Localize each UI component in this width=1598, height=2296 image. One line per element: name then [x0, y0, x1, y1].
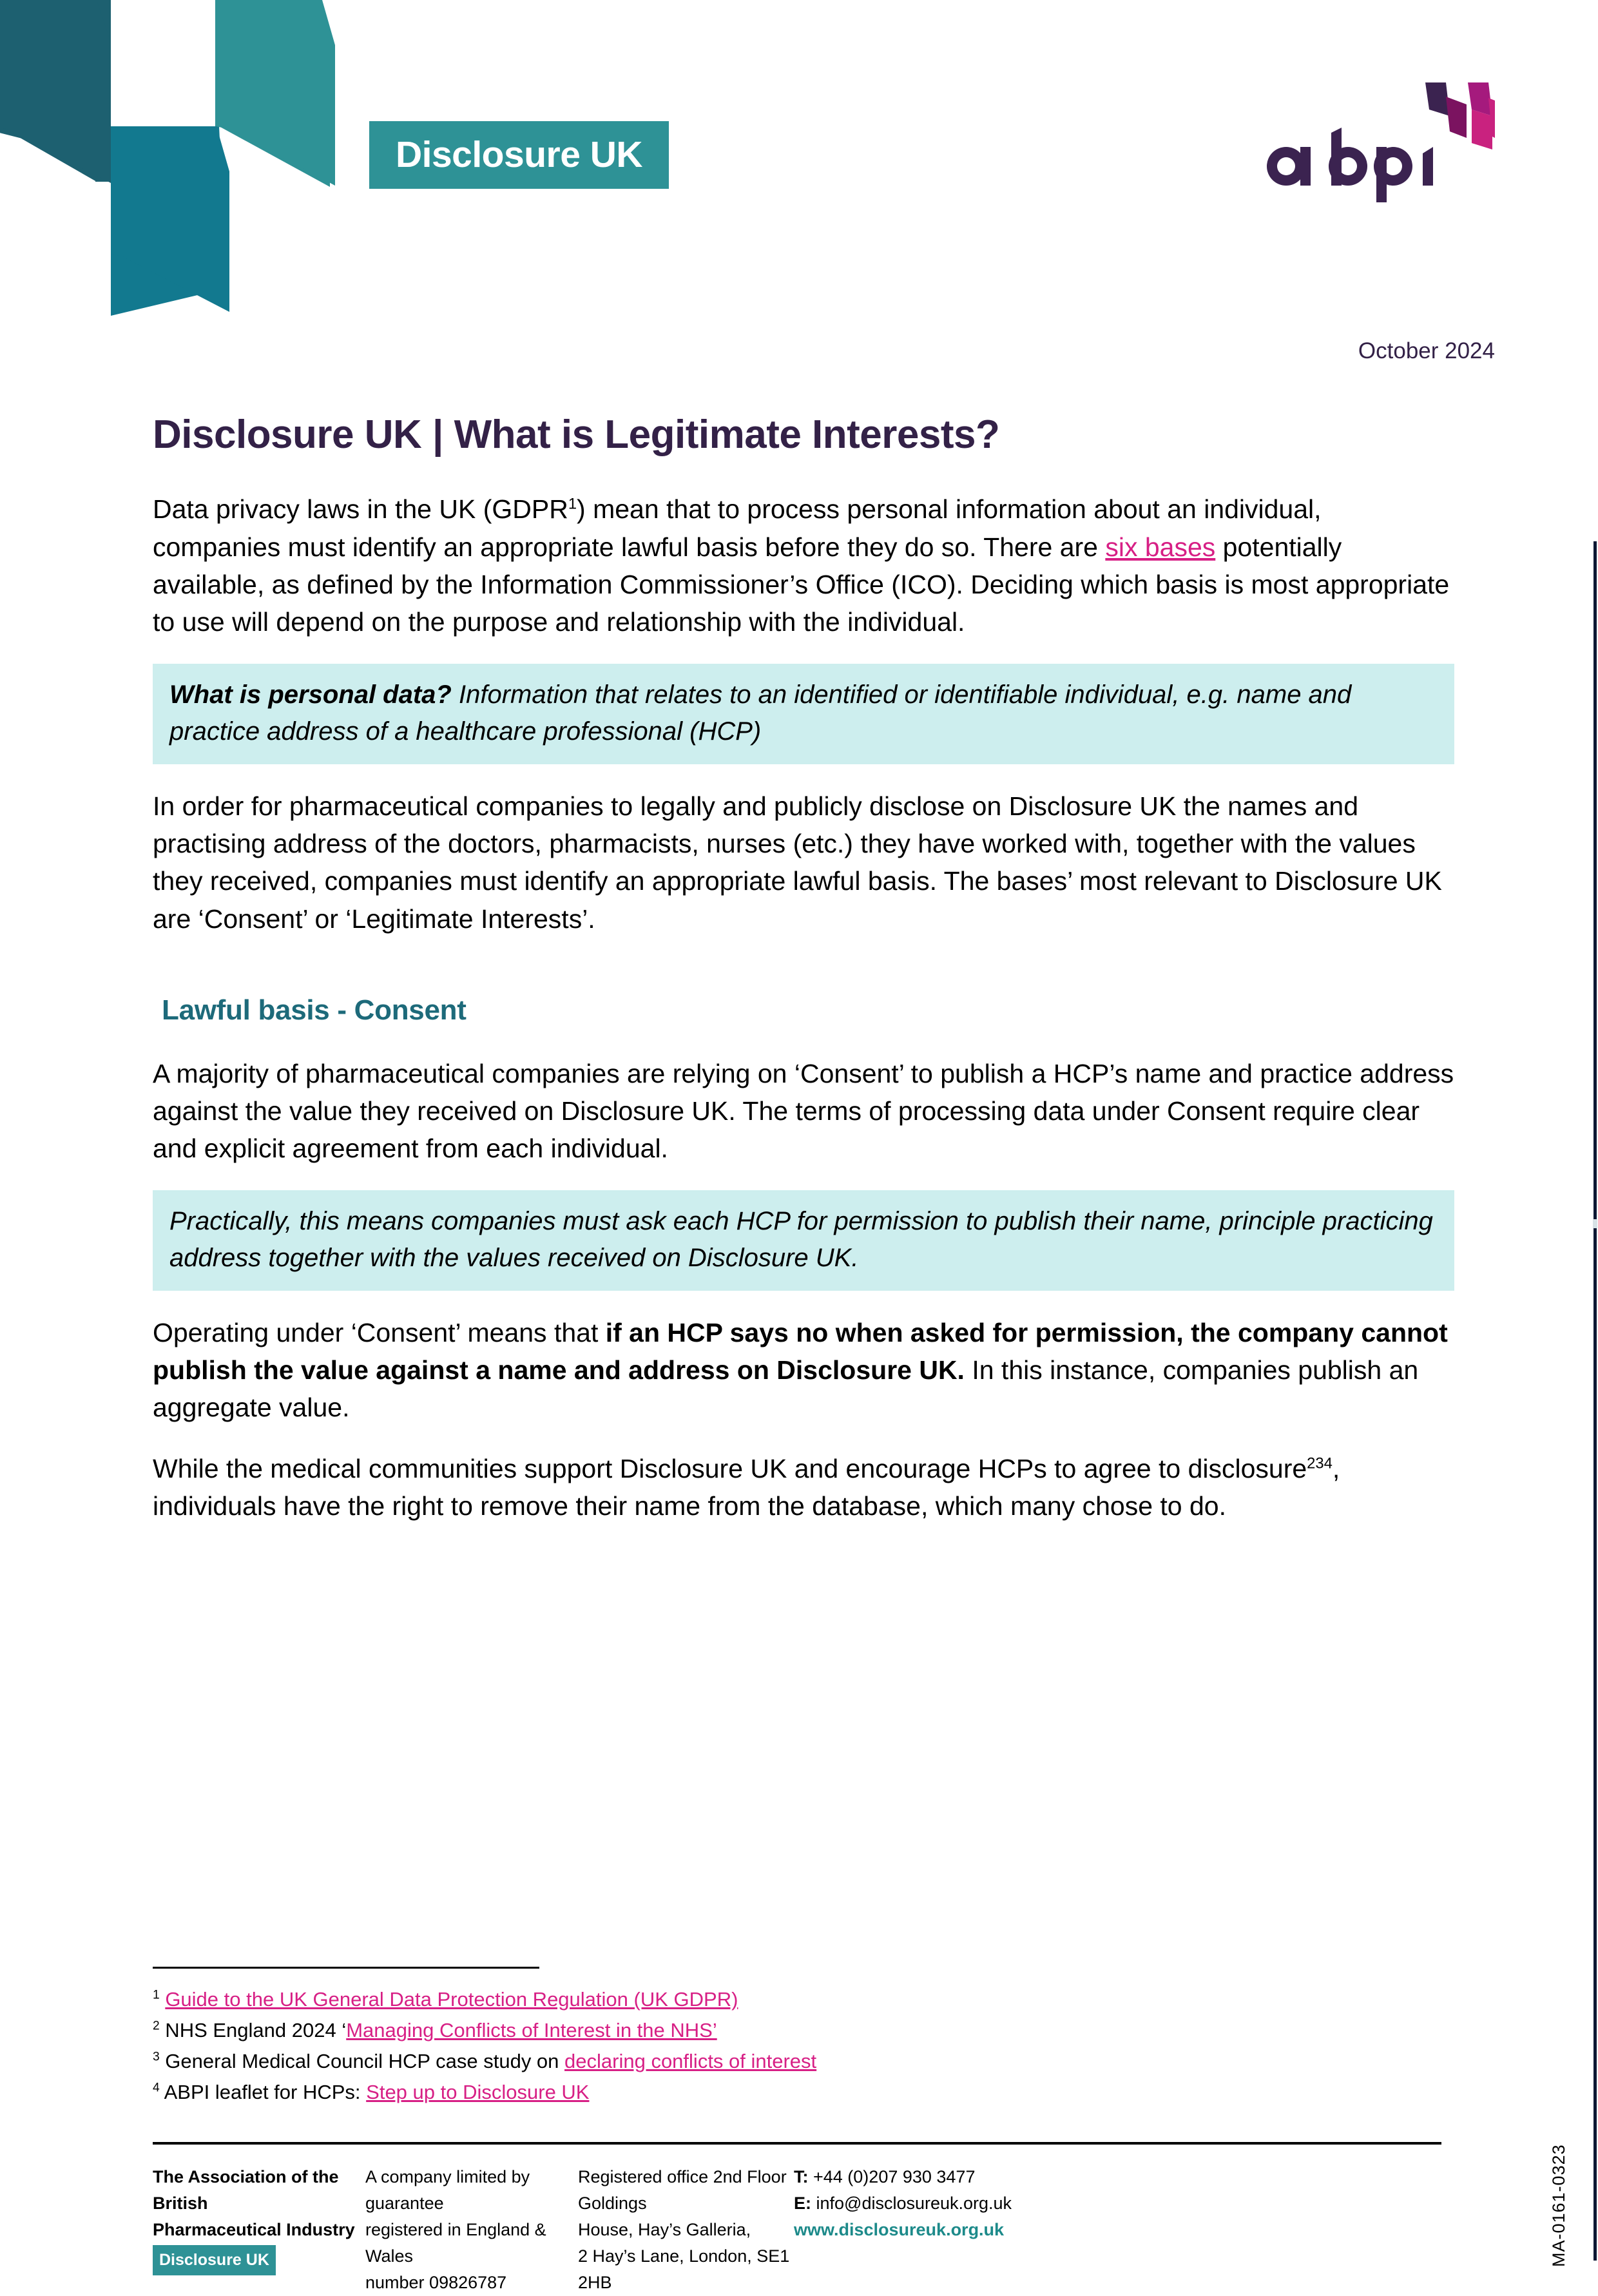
- abpi-logo-icon: [1250, 71, 1495, 206]
- footer-telephone-value: +44 (0)207 930 3477: [808, 2167, 976, 2186]
- intro-text-c: potentially available, as defined by the Information Commissioner’s Office (ICO). Deciding which basis is most appropriate to use will depend on the purpose and relationship with the individual.: [153, 532, 1450, 637]
- footer-column-address: [578, 2164, 794, 2296]
- document-body: [153, 412, 1454, 1548]
- footnotes-section: [153, 1967, 1248, 2109]
- footnote-link[interactable]: Step up to Disclosure UK: [366, 2081, 590, 2104]
- footer-email-value: info@disclosureuk.org.uk: [811, 2194, 1012, 2214]
- intro-text-b: ) mean that to process personal information about an individual, companies must identify an appropriate lawful basis before they do so. There are: [153, 494, 1322, 562]
- footnote-item: [153, 2016, 1248, 2045]
- footnote-prefix: ABPI leaflet for HCPs:: [159, 2081, 367, 2104]
- footnote-separator-rule: [153, 1967, 539, 1969]
- page-footer: [153, 2164, 1448, 2296]
- section-heading-lawful-basis-consent: Lawful basis - Consent: [162, 994, 467, 1026]
- footer-email: [794, 2190, 1052, 2217]
- footer-separator-rule: [153, 2142, 1441, 2145]
- footnote-link[interactable]: Guide to the UK General Data Protection Regulation (UK GDPR): [165, 1988, 738, 2011]
- footnote-link[interactable]: declaring conflicts of interest: [564, 2050, 817, 2073]
- footnote-link[interactable]: Managing Conflicts of Interest in the NHS’: [346, 2019, 717, 2042]
- page-header: [0, 0, 1598, 322]
- callout-personal-data: [153, 664, 1454, 764]
- medical-text-b: , individuals have the right to remove their name from the database, which many chose to do.: [153, 1453, 1340, 1521]
- document-date: October 2024: [1358, 338, 1495, 363]
- medical-text-a: While the medical communities support Disclosure UK and encourage HCPs to agree to disclosure: [153, 1453, 1307, 1483]
- footer-company-line1: A company limited by guarantee: [365, 2167, 530, 2214]
- callout-practically: [153, 1190, 1454, 1291]
- document-reference-code: MA-0161-0323: [1549, 2144, 1568, 2267]
- callout-personal-data-text: Information that relates to an identified or identifiable individual, e.g. name and practice address of a healthcare professional (HCP): [169, 680, 1352, 746]
- footer-column-company: [365, 2164, 578, 2296]
- footer-address-line3: 2 Hay’s Lane, London, SE1 2HB: [578, 2246, 790, 2293]
- footer-address-line2: House, Hay’s Galleria,: [578, 2220, 751, 2240]
- paragraph-intro: [153, 490, 1454, 641]
- paragraph-medical-communities: [153, 1450, 1454, 1525]
- disclosure-uk-wordmark-text: Disclosure UK: [395, 134, 643, 175]
- footer-org-line2: Pharmaceutical Industry: [153, 2220, 355, 2240]
- footnote-marker: 2: [153, 2019, 160, 2033]
- footnote-marker: 1: [153, 1988, 160, 2002]
- disclosure-uk-logo-icon: [0, 0, 335, 322]
- footer-address-line1: Registered office 2nd Floor Goldings: [578, 2167, 787, 2214]
- paragraph-lawful-basis: In order for pharmaceutical companies to legally and publicly disclose on Disclosure UK the names and practising address of the doctors, pharmacists, nurses (etc.) they have worked with, together with the values they received, companies must identify an appropriate lawful basis. The bases’ most relevant to Disclosure UK are ‘Consent’ or ‘Legitimate Interests’.: [153, 791, 1442, 934]
- footer-disclosure-uk-badge: Disclosure UK: [153, 2245, 276, 2275]
- footer-column-contact: [794, 2164, 1052, 2296]
- footer-company-line3: number 09826787: [365, 2273, 507, 2293]
- intro-text-a: Data privacy laws in the UK (GDPR: [153, 494, 568, 525]
- footnote-prefix: NHS England 2024 ‘: [159, 2019, 347, 2042]
- footnote-ref-234: 234: [1307, 1454, 1333, 1472]
- operating-text-bold: if an HCP says no when asked for permission, the company cannot publish the value against a name and address on Disclosure UK.: [153, 1318, 1448, 1385]
- footnote-item: [153, 1985, 1248, 2014]
- footer-org-line1: The Association of the British: [153, 2167, 339, 2214]
- paragraph-consent-majority: A majority of pharmaceutical companies are relying on ‘Consent’ to publish a HCP’s name and practice address against the value they received on Disclosure UK. The terms of processing data under Consent require clear and explicit agreement from each individual.: [153, 1058, 1454, 1164]
- footnote-item: [153, 2078, 1248, 2107]
- footer-column-organisation: [153, 2164, 365, 2296]
- operating-text-a: Operating under ‘Consent’ means that: [153, 1318, 606, 1348]
- footnote-item: [153, 2047, 1248, 2076]
- footnote-marker: 3: [153, 2050, 160, 2064]
- footnote-prefix: General Medical Council HCP case study on: [159, 2050, 565, 2073]
- callout-practically-text: Practically, this means companies must ask each HCP for permission to publish their name, principle practicing address together with the values received on Disclosure UK.: [169, 1207, 1433, 1273]
- footer-telephone-label: T:: [794, 2167, 809, 2186]
- footer-telephone: [794, 2164, 1052, 2190]
- footer-website-link[interactable]: www.disclosureuk.org.uk: [794, 2220, 1005, 2240]
- six-bases-link[interactable]: six bases: [1105, 532, 1216, 562]
- disclosure-uk-wordmark: [369, 121, 669, 189]
- right-margin-rule-gap: [1593, 1219, 1597, 1228]
- footer-company-line2: registered in England & Wales: [365, 2220, 546, 2266]
- page-title: Disclosure UK | What is Legitimate Interests?: [153, 412, 1000, 457]
- footer-email-label: E:: [794, 2194, 811, 2214]
- operating-text-b: In this instance, companies publish an aggregate value.: [153, 1355, 1419, 1423]
- footnote-marker: 4: [153, 2081, 160, 2095]
- right-margin-rule: [1593, 541, 1597, 2261]
- paragraph-operating-consent: [153, 1314, 1454, 1427]
- footnote-ref-1: 1: [568, 495, 577, 513]
- callout-personal-data-lead: What is personal data?: [169, 680, 452, 709]
